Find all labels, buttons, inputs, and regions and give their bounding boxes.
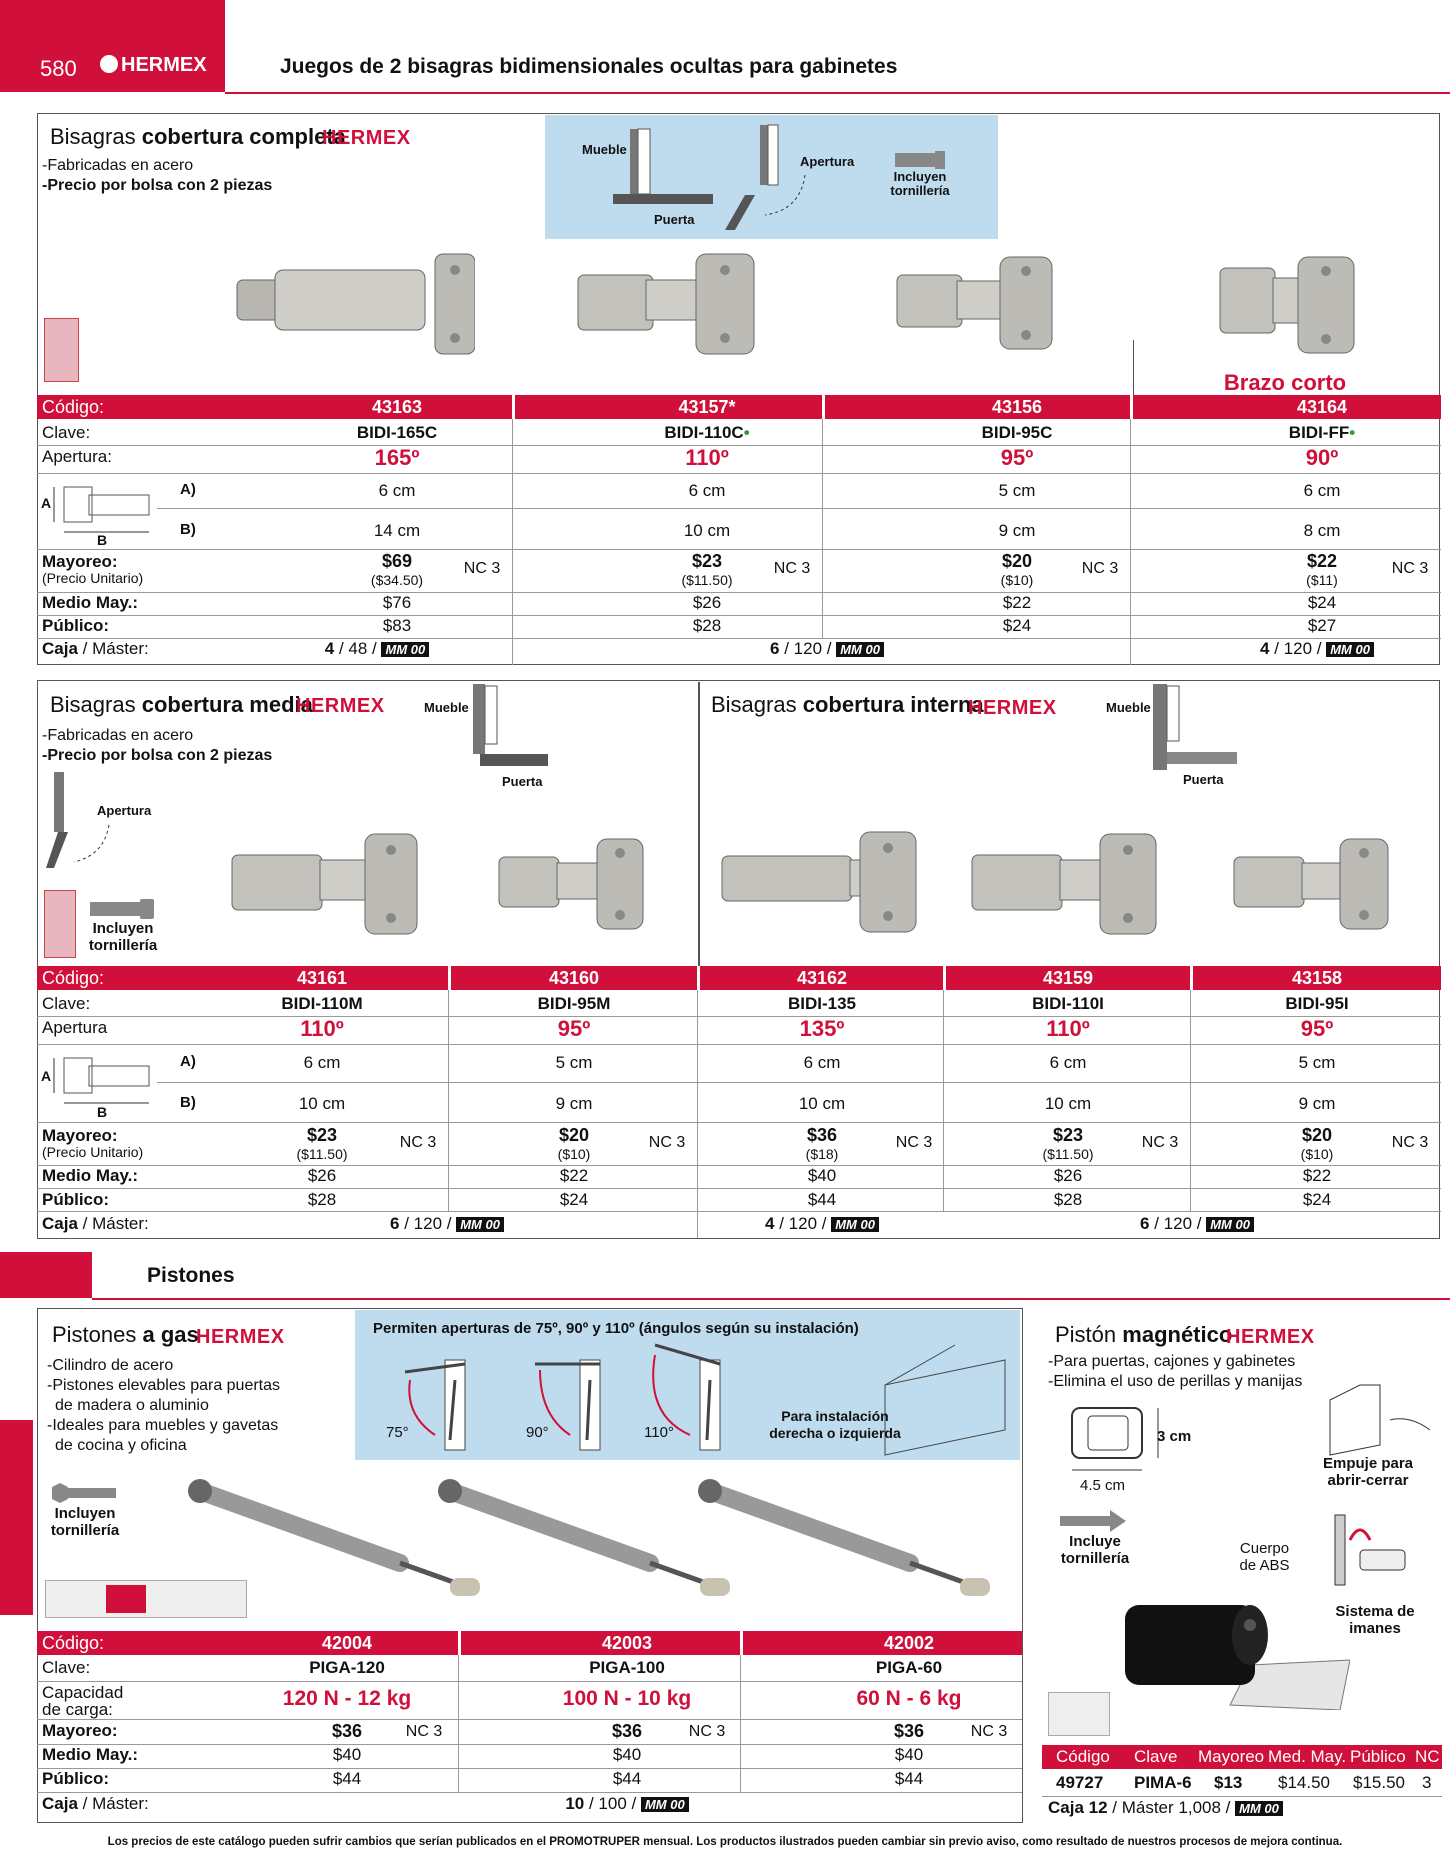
- mayoreo-value: $69: [381, 551, 413, 571]
- mayoreo-row: [37, 1124, 1441, 1164]
- magnetico-width: 4.5 cm: [1080, 1477, 1126, 1494]
- magnetic-piston-image: [1110, 1580, 1350, 1710]
- b-value: 14 cm: [373, 521, 421, 540]
- gas-bullets: [47, 1356, 297, 1456]
- angle-90-label: 90°: [526, 1424, 549, 1441]
- media-apertura-diagram: [44, 770, 114, 870]
- codigo-42004: 42004: [321, 1633, 373, 1653]
- medio-value: $76: [382, 593, 412, 612]
- mayoreo-label: Mayoreo:: [42, 1721, 118, 1740]
- publico-value: $28: [692, 616, 722, 635]
- hinge-image-43157: [576, 250, 756, 360]
- mayoreo-value: $23: [1052, 1125, 1084, 1145]
- column-divider: [512, 419, 513, 665]
- medio-value: $26: [307, 1166, 337, 1185]
- medio-value: $24: [1307, 593, 1337, 612]
- magnetico-height: 3 cm: [1157, 1428, 1192, 1445]
- page-number: 580: [40, 56, 77, 81]
- mayoreo-value: $20: [558, 1125, 590, 1145]
- media-brand: HERMEX: [296, 695, 385, 717]
- interna-puerta-label: Puerta: [1183, 772, 1224, 787]
- caja-label: Caja / Máster:: [42, 639, 149, 658]
- column-divider: [458, 1655, 459, 1793]
- caja-label: Caja / Máster:: [42, 1794, 149, 1813]
- a-label: A): [180, 481, 196, 498]
- apertura-value: 95º: [1000, 445, 1034, 470]
- nc-value: NC 3: [970, 1723, 1008, 1740]
- nc-value: NC 3: [1141, 1134, 1179, 1151]
- completa-brand: HERMEX: [322, 127, 411, 149]
- nc-value: NC 3: [1081, 560, 1119, 577]
- gas-title: Pistones a gas: [52, 1322, 199, 1347]
- nc-value: NC 3: [463, 560, 501, 577]
- gas-screw-icon: [50, 1483, 120, 1503]
- a-label: A): [180, 1053, 196, 1070]
- apertura-value: 165º: [374, 445, 420, 470]
- medio-value: $40: [807, 1166, 837, 1185]
- medio-value: $22: [1302, 1166, 1332, 1185]
- clave-value: BIDI-110M: [281, 994, 363, 1013]
- clave-value: BIDI-110C•: [664, 423, 750, 442]
- medio-label: Medio May.:: [42, 593, 139, 612]
- unitario-value: ($10): [1300, 1146, 1334, 1162]
- angle-75-label: 75°: [386, 1424, 409, 1441]
- cuerpo-label: Cuerpo de ABS: [1239, 1540, 1290, 1574]
- b-value: 9 cm: [1298, 1094, 1336, 1113]
- gas-table: [37, 1631, 1022, 1823]
- codigo-43157: 43157*: [678, 397, 736, 417]
- codigo-42003: 42003: [601, 1633, 653, 1653]
- screw-icon: [88, 898, 158, 920]
- magnetico-package-thumbnail: [1048, 1692, 1110, 1736]
- media-title: Bisagras cobertura media: [50, 692, 313, 717]
- codigo-49727: 49727: [1056, 1773, 1104, 1792]
- precio-unitario-label: (Precio Unitario): [42, 570, 144, 586]
- divider: [37, 1211, 1441, 1212]
- nc-value: NC 3: [773, 560, 811, 577]
- caja-value: 4 / 48 / MM 00: [277, 639, 477, 659]
- hinge-image-43162: [720, 828, 920, 938]
- caja-value: Caja 12 / Máster 1,008 / MM 00: [1048, 1798, 1283, 1818]
- diagram-apertura-label: Apertura: [800, 154, 855, 169]
- unitario-value: ($34.50): [370, 572, 424, 588]
- codigo-43156: 43156: [991, 397, 1043, 417]
- mayoreo-value: $20: [1301, 1125, 1333, 1145]
- apertura-value: 90º: [1305, 445, 1339, 470]
- brazo-corto-label: Brazo corto: [1223, 370, 1347, 395]
- capacidad-value: 100 N - 10 kg: [562, 1687, 692, 1710]
- unitario-value: ($10): [1000, 572, 1034, 588]
- package-thumbnail: [44, 318, 79, 382]
- hinge-image-43159: [970, 830, 1160, 940]
- codigo-label: Código:: [42, 1633, 105, 1653]
- clave-value: BIDI-FF•: [1288, 423, 1356, 442]
- apertura-value: 95º: [557, 1016, 591, 1041]
- caja-label: Caja / Máster:: [42, 1214, 149, 1233]
- divider: [37, 1188, 1441, 1189]
- page-title: Juegos de 2 bisagras bidimensionales ocultas para gabinetes: [280, 55, 898, 78]
- medio-value: $22: [559, 1166, 589, 1185]
- mayoreo-value: $23: [306, 1125, 338, 1145]
- mayoreo-row: [37, 550, 1441, 590]
- mayoreo-value: $13: [1214, 1773, 1243, 1792]
- mayoreo-value: $36: [611, 1721, 643, 1741]
- bullet: -Ideales para muebles y gavetas de cocina y oficina: [47, 1417, 279, 1454]
- unitario-value: ($11.50): [1042, 1146, 1094, 1162]
- caja-value: 6 / 120 / MM 00: [1117, 1214, 1277, 1234]
- clave-label: Clave:: [42, 1658, 91, 1677]
- publico-value: $28: [307, 1190, 337, 1209]
- a-value: 6 cm: [303, 1053, 341, 1072]
- b-label: B): [180, 521, 196, 538]
- unitario-value: ($11.50): [681, 572, 733, 588]
- nc-value: NC 3: [399, 1134, 437, 1151]
- unitario-value: ($11): [1306, 572, 1338, 588]
- apertura-label: Apertura:: [42, 447, 112, 466]
- page-number-tab: [0, 0, 225, 92]
- codigo-43160: 43160: [548, 968, 600, 988]
- hinge-image-43160: [497, 835, 647, 935]
- apertura-value: 110º: [300, 1016, 344, 1041]
- clave-value: BIDI-135: [787, 994, 857, 1013]
- media-package-thumbnail: [44, 890, 76, 958]
- medio-value: $22: [1002, 593, 1032, 612]
- codigo-label: Código:: [42, 968, 105, 988]
- magnetico-table: [1042, 1745, 1442, 1825]
- codigo-row: [37, 1631, 1022, 1655]
- nc-value: NC 3: [405, 1723, 443, 1740]
- angle-110-label: 110°: [644, 1424, 674, 1441]
- divider: [1042, 1796, 1442, 1797]
- pistones-tab: [0, 1252, 92, 1298]
- codigo-row: [37, 966, 1441, 990]
- magnetico-brand: HERMEX: [1226, 1326, 1315, 1348]
- codigo-43159: 43159: [1042, 968, 1094, 988]
- column-divider: [1190, 990, 1191, 1212]
- diagram-puerta-label: Puerta: [654, 212, 695, 227]
- divider: [37, 1044, 1441, 1045]
- apertura-value: 110º: [1046, 1016, 1090, 1041]
- codigo-label: Código:: [42, 397, 105, 417]
- nc-value: 3: [1422, 1773, 1432, 1792]
- a-value: 6 cm: [1303, 481, 1341, 500]
- publico-value: $15.50: [1353, 1773, 1405, 1792]
- medio-value: $26: [1053, 1166, 1083, 1185]
- mayoreo-value: $22: [1306, 551, 1338, 571]
- b-value: 10 cm: [298, 1094, 346, 1113]
- bullet: -Elimina el uso de perillas y manijas: [1048, 1373, 1303, 1390]
- codigo-43164: 43164: [1296, 397, 1348, 417]
- clave-value: PIMA-6: [1134, 1773, 1192, 1792]
- interna-brand: HERMEX: [968, 697, 1057, 719]
- install-label: Para instalación derecha o izquierda: [769, 1408, 901, 1441]
- publico-value: $44: [807, 1190, 837, 1209]
- divider: [37, 1792, 1022, 1793]
- media-interna-table: [37, 966, 1441, 1238]
- medio-value: $26: [692, 593, 722, 612]
- dimension-hinge-icon: [49, 1048, 159, 1108]
- publico-value: $44: [894, 1769, 924, 1788]
- publico-value: $44: [332, 1769, 362, 1788]
- completa-bullets: [42, 156, 272, 196]
- gas-package-thumbnail: [45, 1580, 247, 1618]
- bullet: -Cilindro de acero: [47, 1357, 174, 1374]
- magnetico-header-row: [1042, 1745, 1442, 1769]
- bullet: -Precio por bolsa con 2 piezas: [42, 747, 273, 764]
- new-dot-icon: •: [743, 423, 750, 442]
- b-value: 10 cm: [1044, 1094, 1092, 1113]
- bullet: -Para puertas, cajones y gabinetes: [1048, 1353, 1296, 1370]
- codigo-43162: 43162: [796, 968, 848, 988]
- col-publico: Público: [1350, 1747, 1406, 1766]
- codigo-42002: 42002: [883, 1633, 935, 1653]
- column-divider: [943, 990, 944, 1212]
- codigo-dividers: [37, 395, 1441, 419]
- clave-value: PIGA-100: [589, 1658, 665, 1677]
- interna-cabinet-diagram: [1150, 680, 1240, 772]
- publico-label: Público:: [42, 616, 110, 635]
- b-value: 9 cm: [998, 521, 1036, 540]
- apertura-value: 110º: [685, 445, 729, 470]
- mayoreo-label: Mayoreo:: [42, 552, 118, 571]
- clave-value: BIDI-95M: [537, 994, 611, 1013]
- unitario-value: ($11.50): [296, 1146, 348, 1162]
- dim-a-label: A: [41, 1068, 52, 1084]
- media-cabinet-diagram: [470, 680, 550, 770]
- a-value: 5 cm: [555, 1053, 593, 1072]
- codigo-43163: 43163: [371, 397, 423, 417]
- bullet: -Pistones elevables para puertas de madera o aluminio: [47, 1377, 281, 1414]
- publico-label: Público:: [42, 1769, 110, 1788]
- angle-illustrations: [355, 1340, 1020, 1460]
- media-puerta-label: Puerta: [502, 774, 543, 789]
- hermex-logo: HERMEX: [100, 54, 207, 77]
- hinge-image-43156: [895, 253, 1055, 353]
- header-rule: [225, 92, 1450, 94]
- publico-value: $27: [1307, 616, 1337, 635]
- magnetico-bullets: [1048, 1352, 1302, 1392]
- publico-value: $83: [382, 616, 412, 635]
- unitario-value: ($10): [557, 1146, 591, 1162]
- clave-label: Clave:: [42, 423, 91, 442]
- col-codigo: Código: [1056, 1747, 1110, 1766]
- interna-title: Bisagras cobertura interna: [711, 692, 984, 717]
- clave-label: Clave:: [42, 994, 91, 1013]
- codigo-43158: 43158: [1291, 968, 1343, 988]
- b-value: 9 cm: [555, 1094, 593, 1113]
- col-mayoreo: Mayoreo: [1198, 1747, 1265, 1766]
- codigo-43161: 43161: [296, 968, 348, 988]
- a-value: 6 cm: [803, 1053, 841, 1072]
- media-mueble-label: Mueble: [424, 700, 469, 715]
- nc-value: NC 3: [648, 1134, 686, 1151]
- a-value: 6 cm: [688, 481, 726, 500]
- mayoreo-value: $36: [893, 1721, 925, 1741]
- push-cabinet-illustration: [1320, 1380, 1440, 1460]
- completa-title: Bisagras cobertura completa: [50, 124, 346, 149]
- clave-value: BIDI-110I: [1032, 994, 1104, 1013]
- imanes-label: Sistema de imanes: [1335, 1603, 1415, 1637]
- nc-value: NC 3: [895, 1134, 933, 1151]
- medio-value: $40: [612, 1745, 642, 1764]
- col-nc: NC: [1415, 1747, 1440, 1766]
- clave-value: BIDI-95I: [1285, 994, 1349, 1013]
- a-value: 6 cm: [1049, 1053, 1087, 1072]
- column-divider: [448, 990, 449, 1212]
- bullet: -Fabricadas en acero: [42, 157, 194, 174]
- col-medio: Med. May.: [1268, 1747, 1347, 1766]
- caja-value: 10 / 100 / MM 00: [527, 1794, 727, 1814]
- diagram-mueble-label: Mueble: [582, 142, 627, 157]
- bullet: -Precio por bolsa con 2 piezas: [42, 177, 273, 194]
- medio-value: $40: [894, 1745, 924, 1764]
- magnetico-screw-icon: [1058, 1510, 1128, 1532]
- divider: [37, 1122, 1441, 1123]
- b-value: 8 cm: [1303, 521, 1341, 540]
- hinge-image-43164: [1218, 253, 1358, 358]
- mayoreo-value: $36: [806, 1125, 838, 1145]
- dim-b-label: B: [97, 532, 108, 548]
- publico-value: $24: [1302, 1190, 1332, 1209]
- caja-value: 4 / 120 / MM 00: [747, 1214, 897, 1234]
- mayoreo-value: $23: [691, 551, 723, 571]
- magnetico-tornilleria: Incluye tornillería: [1060, 1533, 1130, 1567]
- b-label: B): [180, 1094, 196, 1111]
- hermex-logo-icon: [100, 55, 118, 73]
- b-value: 10 cm: [798, 1094, 846, 1113]
- clave-value: PIGA-60: [875, 1658, 943, 1677]
- column-divider: [1130, 419, 1131, 665]
- gas-diagram-title: Permiten aperturas de 75º, 90º y 110º (ángulos según su instalación): [373, 1320, 859, 1337]
- medio-value: $14.50: [1278, 1773, 1330, 1792]
- medio-label: Medio May.:: [42, 1166, 139, 1185]
- mayoreo-value: $20: [1001, 551, 1033, 571]
- publico-value: $24: [559, 1190, 589, 1209]
- divider: [37, 473, 1441, 474]
- nc-value: NC 3: [1391, 560, 1429, 577]
- caja-value: 6 / 120 / MM 00: [347, 1214, 547, 1234]
- new-dot-icon: •: [1349, 423, 1356, 442]
- dim-b-label: B: [97, 1104, 108, 1120]
- side-tab: [0, 1420, 33, 1615]
- nc-value: NC 3: [688, 1723, 726, 1740]
- divider: [157, 1082, 1441, 1083]
- publico-value: $44: [612, 1769, 642, 1788]
- capacidad-value: 120 N - 12 kg: [282, 1687, 412, 1710]
- brazo-corto-divider: [1133, 340, 1134, 396]
- publico-label: Público:: [42, 1190, 110, 1209]
- publico-value: $24: [1002, 616, 1032, 635]
- diagram-tornilleria-label: Incluyen tornillería: [890, 169, 950, 198]
- bullet: -Fabricadas en acero: [42, 727, 194, 744]
- a-value: 6 cm: [378, 481, 416, 500]
- caja-value: 6 / 120 / MM 00: [727, 639, 927, 659]
- dim-a-label: A: [41, 495, 52, 511]
- empuje-label: Empuje para abrir-cerrar: [1322, 1455, 1414, 1489]
- precio-unitario-label: (Precio Unitario): [42, 1144, 144, 1160]
- pistones-section-title: Pistones: [147, 1264, 235, 1287]
- unitario-value: ($18): [805, 1146, 839, 1162]
- capacidad-label: Capacidad de carga:: [42, 1683, 124, 1719]
- pistones-rule: [92, 1298, 1450, 1300]
- clave-value: BIDI-165C: [356, 423, 438, 442]
- clave-value: BIDI-95C: [981, 423, 1053, 442]
- clave-value: PIGA-120: [309, 1658, 385, 1677]
- capacidad-row: [37, 1682, 1022, 1718]
- hinge-image-43158: [1232, 835, 1392, 935]
- nc-value: NC 3: [1391, 1134, 1429, 1151]
- hinge-image-43163: [235, 250, 475, 360]
- mayoreo-label: Mayoreo:: [42, 1126, 118, 1145]
- a-value: 5 cm: [998, 481, 1036, 500]
- column-divider: [697, 990, 698, 1238]
- media-apertura-label: Apertura: [97, 803, 152, 818]
- column-divider: [822, 419, 823, 639]
- col-clave: Clave: [1134, 1747, 1178, 1766]
- apertura-value: 135º: [799, 1016, 845, 1041]
- interna-mueble-label: Mueble: [1106, 700, 1151, 715]
- media-tornilleria-label: Incluyen tornillería: [88, 920, 158, 954]
- mayoreo-value: $36: [331, 1721, 363, 1741]
- magnet-system-illustration: [1330, 1510, 1440, 1590]
- hinge-image-43161: [230, 830, 420, 940]
- apertura-label: Apertura: [42, 1018, 108, 1037]
- completa-table: [37, 395, 1441, 665]
- column-divider: [740, 1655, 741, 1793]
- capacidad-value: 60 N - 6 kg: [856, 1687, 962, 1710]
- medio-value: $40: [332, 1745, 362, 1764]
- footer-disclaimer: Los precios de este catálogo pueden sufrir cambios que serían publicados en el PROMOTRUPER mensual. Los productos ilustrados pueden cambiar sin previo aviso, como resultado de nuestros procesos de mejora continua.: [107, 1836, 1343, 1848]
- magnetico-title: Pistón magnético: [1055, 1322, 1233, 1347]
- divider: [37, 1719, 1022, 1720]
- publico-value: $28: [1053, 1190, 1083, 1209]
- media-bullets: [42, 726, 272, 766]
- dimension-hinge-icon: [49, 477, 159, 537]
- gas-brand: HERMEX: [196, 1326, 285, 1348]
- b-value: 10 cm: [683, 521, 731, 540]
- media-interna-divider: [698, 682, 700, 967]
- divider: [157, 508, 1441, 509]
- a-value: 5 cm: [1298, 1053, 1336, 1072]
- apertura-value: 95º: [1300, 1016, 1334, 1041]
- medio-label: Medio May.:: [42, 1745, 139, 1764]
- gas-tornilleria-label: Incluyen tornillería: [50, 1505, 120, 1539]
- caja-value: 4 / 120 / MM 00: [1217, 639, 1417, 659]
- gas-piston-60-image: [690, 1473, 1000, 1603]
